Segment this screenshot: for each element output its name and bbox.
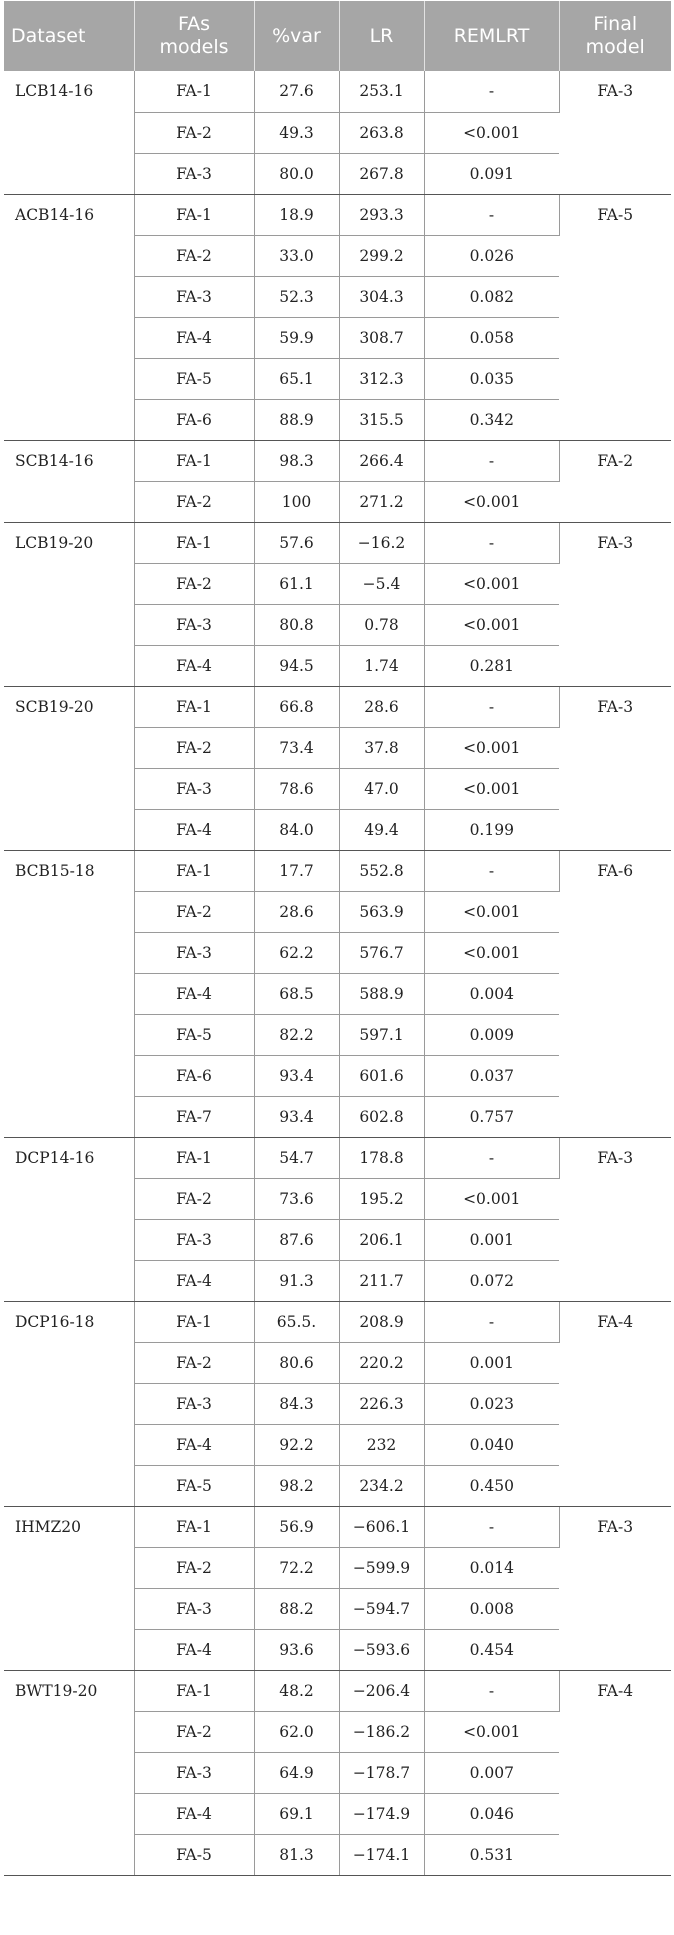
fa-model-cell: FA-1: [134, 1506, 254, 1547]
var-cell: 65.1: [254, 358, 339, 399]
lr-cell: −206.4: [339, 1670, 424, 1711]
lr-cell: 208.9: [339, 1301, 424, 1342]
remlrt-cell: 0.281: [424, 645, 559, 686]
lr-cell: 576.7: [339, 932, 424, 973]
header-row: [4, 1, 671, 71]
fa-model-cell: FA-1: [134, 1301, 254, 1342]
lr-cell: 1.74: [339, 645, 424, 686]
remlrt-cell: <0.001: [424, 112, 559, 153]
fa-model-cell: FA-3: [134, 932, 254, 973]
fa-model-cell: FA-4: [134, 645, 254, 686]
fa-model-cell: FA-1: [134, 440, 254, 481]
var-cell: 80.8: [254, 604, 339, 645]
remlrt-cell: <0.001: [424, 768, 559, 809]
fa-model-cell: FA-4: [134, 317, 254, 358]
lr-cell: 266.4: [339, 440, 424, 481]
lr-cell: 601.6: [339, 1055, 424, 1096]
remlrt-cell: -: [424, 440, 559, 481]
final-model-cell: FA-3: [559, 1137, 671, 1301]
var-cell: 73.4: [254, 727, 339, 768]
final-model-cell: FA-2: [559, 440, 671, 522]
lr-cell: 315.5: [339, 399, 424, 440]
header-fas-models-line1: FAs: [177, 13, 211, 35]
var-cell: 64.9: [254, 1752, 339, 1793]
header-remlrt: REMLRT: [424, 1, 559, 71]
fa-model-cell: FA-3: [134, 1383, 254, 1424]
var-cell: 48.2: [254, 1670, 339, 1711]
final-model-cell: FA-6: [559, 850, 671, 1137]
remlrt-cell: 0.082: [424, 276, 559, 317]
fa-model-cell: FA-5: [134, 1014, 254, 1055]
var-cell: 66.8: [254, 686, 339, 727]
fa-model-cell: FA-6: [134, 1055, 254, 1096]
var-cell: 68.5: [254, 973, 339, 1014]
fa-model-cell: FA-4: [134, 1260, 254, 1301]
header-final-line1: Final: [593, 13, 638, 35]
header-lr: LR: [339, 1, 424, 71]
fa-model-cell: FA-2: [134, 1178, 254, 1219]
lr-cell: 263.8: [339, 112, 424, 153]
lr-cell: 211.7: [339, 1260, 424, 1301]
fa-model-cell: FA-5: [134, 1465, 254, 1506]
dataset-cell: SCB19-20: [4, 686, 134, 850]
remlrt-cell: -: [424, 194, 559, 235]
fa-model-table: [4, 1, 671, 1876]
fa-model-cell: FA-3: [134, 276, 254, 317]
remlrt-cell: 0.454: [424, 1629, 559, 1670]
lr-cell: 195.2: [339, 1178, 424, 1219]
var-cell: 98.2: [254, 1465, 339, 1506]
final-model-cell: FA-5: [559, 194, 671, 440]
var-cell: 87.6: [254, 1219, 339, 1260]
table-row: [4, 686, 671, 727]
dataset-cell: ACB14-16: [4, 194, 134, 440]
lr-cell: 597.1: [339, 1014, 424, 1055]
remlrt-cell: <0.001: [424, 481, 559, 522]
lr-cell: −593.6: [339, 1629, 424, 1670]
remlrt-cell: 0.023: [424, 1383, 559, 1424]
lr-cell: 49.4: [339, 809, 424, 850]
remlrt-cell: -: [424, 1670, 559, 1711]
fa-model-cell: FA-2: [134, 481, 254, 522]
remlrt-cell: 0.009: [424, 1014, 559, 1055]
var-cell: 56.9: [254, 1506, 339, 1547]
lr-cell: 271.2: [339, 481, 424, 522]
var-cell: 98.3: [254, 440, 339, 481]
remlrt-cell: -: [424, 1506, 559, 1547]
fa-model-cell: FA-2: [134, 1711, 254, 1752]
lr-cell: 206.1: [339, 1219, 424, 1260]
lr-cell: 299.2: [339, 235, 424, 276]
remlrt-cell: 0.757: [424, 1096, 559, 1137]
fa-model-cell: FA-3: [134, 604, 254, 645]
lr-cell: 232: [339, 1424, 424, 1465]
final-model-cell: FA-3: [559, 1506, 671, 1670]
fa-model-cell: FA-4: [134, 1793, 254, 1834]
fa-model-cell: FA-1: [134, 1137, 254, 1178]
dataset-cell: LCB14-16: [4, 71, 134, 194]
remlrt-cell: <0.001: [424, 1178, 559, 1219]
remlrt-cell: -: [424, 1301, 559, 1342]
dataset-cell: BWT19-20: [4, 1670, 134, 1875]
header-fas-models: [134, 1, 254, 71]
table-row: [4, 71, 671, 112]
var-cell: 54.7: [254, 1137, 339, 1178]
remlrt-cell: <0.001: [424, 932, 559, 973]
remlrt-cell: 0.007: [424, 1752, 559, 1793]
final-model-cell: FA-4: [559, 1670, 671, 1875]
fa-model-cell: FA-4: [134, 809, 254, 850]
lr-cell: 552.8: [339, 850, 424, 891]
remlrt-cell: 0.037: [424, 1055, 559, 1096]
remlrt-cell: 0.058: [424, 317, 559, 358]
lr-cell: 220.2: [339, 1342, 424, 1383]
lr-cell: −178.7: [339, 1752, 424, 1793]
lr-cell: −174.9: [339, 1793, 424, 1834]
var-cell: 92.2: [254, 1424, 339, 1465]
var-cell: 100: [254, 481, 339, 522]
fa-model-cell: FA-5: [134, 1834, 254, 1875]
lr-cell: −5.4: [339, 563, 424, 604]
var-cell: 62.0: [254, 1711, 339, 1752]
remlrt-cell: <0.001: [424, 1711, 559, 1752]
lr-cell: 563.9: [339, 891, 424, 932]
lr-cell: −599.9: [339, 1547, 424, 1588]
dataset-cell: DCP14-16: [4, 1137, 134, 1301]
lr-cell: 267.8: [339, 153, 424, 194]
final-model-cell: FA-4: [559, 1301, 671, 1506]
header-final-model: [559, 1, 671, 71]
remlrt-cell: 0.001: [424, 1342, 559, 1383]
remlrt-cell: 0.026: [424, 235, 559, 276]
var-cell: 49.3: [254, 112, 339, 153]
fa-model-cell: FA-5: [134, 358, 254, 399]
table-row: [4, 1670, 671, 1711]
remlrt-cell: <0.001: [424, 891, 559, 932]
table-header: [4, 1, 671, 71]
dataset-cell: IHMZ20: [4, 1506, 134, 1670]
fa-model-cell: FA-6: [134, 399, 254, 440]
var-cell: 27.6: [254, 71, 339, 112]
dataset-cell: BCB15-18: [4, 850, 134, 1137]
lr-cell: 178.8: [339, 1137, 424, 1178]
table-row: [4, 194, 671, 235]
var-cell: 57.6: [254, 522, 339, 563]
remlrt-cell: 0.531: [424, 1834, 559, 1875]
remlrt-cell: <0.001: [424, 727, 559, 768]
lr-cell: 234.2: [339, 1465, 424, 1506]
header-final-line2: model: [585, 36, 645, 58]
var-cell: 33.0: [254, 235, 339, 276]
var-cell: 17.7: [254, 850, 339, 891]
fa-model-cell: FA-3: [134, 1219, 254, 1260]
remlrt-cell: <0.001: [424, 604, 559, 645]
var-cell: 52.3: [254, 276, 339, 317]
fa-model-cell: FA-2: [134, 1547, 254, 1588]
remlrt-cell: <0.001: [424, 563, 559, 604]
remlrt-cell: 0.014: [424, 1547, 559, 1588]
lr-cell: 37.8: [339, 727, 424, 768]
remlrt-cell: 0.091: [424, 153, 559, 194]
header-dataset: Dataset: [4, 1, 134, 71]
header-var: %var: [254, 1, 339, 71]
lr-cell: 28.6: [339, 686, 424, 727]
var-cell: 91.3: [254, 1260, 339, 1301]
lr-cell: −186.2: [339, 1711, 424, 1752]
fa-model-cell: FA-2: [134, 1342, 254, 1383]
var-cell: 93.6: [254, 1629, 339, 1670]
lr-cell: 308.7: [339, 317, 424, 358]
remlrt-cell: 0.199: [424, 809, 559, 850]
fa-model-cell: FA-2: [134, 727, 254, 768]
final-model-cell: FA-3: [559, 71, 671, 194]
fa-model-cell: FA-1: [134, 850, 254, 891]
var-cell: 28.6: [254, 891, 339, 932]
var-cell: 18.9: [254, 194, 339, 235]
table-row: [4, 850, 671, 891]
lr-cell: 602.8: [339, 1096, 424, 1137]
var-cell: 88.2: [254, 1588, 339, 1629]
var-cell: 61.1: [254, 563, 339, 604]
remlrt-cell: -: [424, 686, 559, 727]
lr-cell: −606.1: [339, 1506, 424, 1547]
final-model-cell: FA-3: [559, 522, 671, 686]
dataset-cell: DCP16-18: [4, 1301, 134, 1506]
lr-cell: 304.3: [339, 276, 424, 317]
fa-model-cell: FA-3: [134, 153, 254, 194]
var-cell: 93.4: [254, 1055, 339, 1096]
table-row: [4, 1137, 671, 1178]
final-model-cell: FA-3: [559, 686, 671, 850]
var-cell: 80.0: [254, 153, 339, 194]
remlrt-cell: -: [424, 71, 559, 112]
remlrt-cell: 0.072: [424, 1260, 559, 1301]
table-row: [4, 440, 671, 481]
var-cell: 62.2: [254, 932, 339, 973]
remlrt-cell: 0.040: [424, 1424, 559, 1465]
fa-model-cell: FA-4: [134, 1629, 254, 1670]
fa-model-cell: FA-2: [134, 563, 254, 604]
header-fas-models-line2: models: [159, 36, 229, 58]
var-cell: 73.6: [254, 1178, 339, 1219]
fa-model-cell: FA-3: [134, 1588, 254, 1629]
var-cell: 93.4: [254, 1096, 339, 1137]
remlrt-cell: -: [424, 850, 559, 891]
fa-model-cell: FA-1: [134, 194, 254, 235]
remlrt-cell: 0.450: [424, 1465, 559, 1506]
fa-model-cell: FA-4: [134, 973, 254, 1014]
var-cell: 78.6: [254, 768, 339, 809]
remlrt-cell: 0.035: [424, 358, 559, 399]
fa-model-cell: FA-1: [134, 686, 254, 727]
var-cell: 80.6: [254, 1342, 339, 1383]
var-cell: 84.3: [254, 1383, 339, 1424]
var-cell: 81.3: [254, 1834, 339, 1875]
fa-model-cell: FA-3: [134, 1752, 254, 1793]
var-cell: 88.9: [254, 399, 339, 440]
fa-model-cell: FA-1: [134, 522, 254, 563]
var-cell: 84.0: [254, 809, 339, 850]
fa-model-cell: FA-2: [134, 235, 254, 276]
var-cell: 94.5: [254, 645, 339, 686]
fa-model-cell: FA-1: [134, 71, 254, 112]
table-row: [4, 1301, 671, 1342]
lr-cell: 312.3: [339, 358, 424, 399]
remlrt-cell: 0.001: [424, 1219, 559, 1260]
lr-cell: 0.78: [339, 604, 424, 645]
var-cell: 72.2: [254, 1547, 339, 1588]
table-row: [4, 522, 671, 563]
fa-model-cell: FA-2: [134, 891, 254, 932]
fa-model-cell: FA-7: [134, 1096, 254, 1137]
lr-cell: −16.2: [339, 522, 424, 563]
dataset-cell: SCB14-16: [4, 440, 134, 522]
fa-model-cell: FA-3: [134, 768, 254, 809]
remlrt-cell: 0.004: [424, 973, 559, 1014]
fa-model-cell: FA-4: [134, 1424, 254, 1465]
fa-model-cell: FA-2: [134, 112, 254, 153]
var-cell: 59.9: [254, 317, 339, 358]
remlrt-cell: 0.046: [424, 1793, 559, 1834]
lr-cell: 293.3: [339, 194, 424, 235]
table-row: [4, 1506, 671, 1547]
remlrt-cell: -: [424, 1137, 559, 1178]
var-cell: 82.2: [254, 1014, 339, 1055]
lr-cell: 47.0: [339, 768, 424, 809]
lr-cell: −594.7: [339, 1588, 424, 1629]
lr-cell: 253.1: [339, 71, 424, 112]
lr-cell: −174.1: [339, 1834, 424, 1875]
fa-model-cell: FA-1: [134, 1670, 254, 1711]
lr-cell: 588.9: [339, 973, 424, 1014]
var-cell: 69.1: [254, 1793, 339, 1834]
remlrt-cell: 0.008: [424, 1588, 559, 1629]
lr-cell: 226.3: [339, 1383, 424, 1424]
dataset-cell: LCB19-20: [4, 522, 134, 686]
table-body: [4, 71, 671, 1875]
remlrt-cell: -: [424, 522, 559, 563]
remlrt-cell: 0.342: [424, 399, 559, 440]
var-cell: 65.5.: [254, 1301, 339, 1342]
